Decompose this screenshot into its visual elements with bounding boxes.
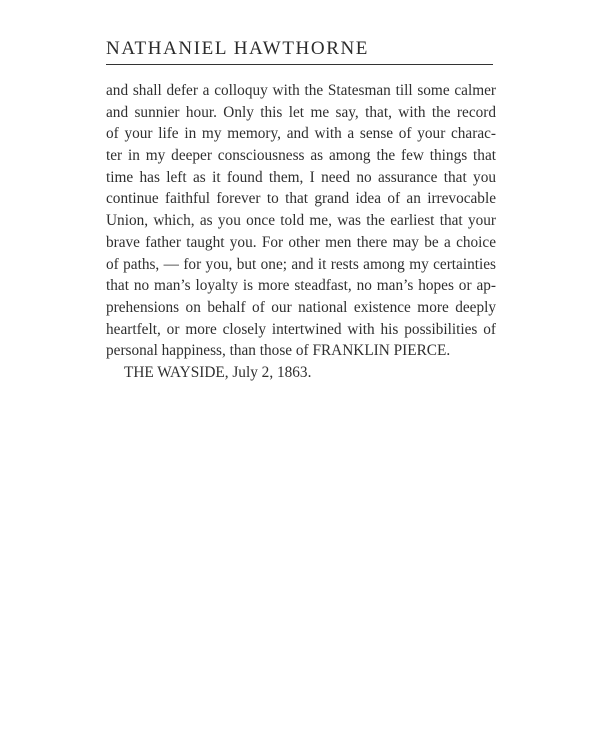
header-rule — [106, 64, 493, 65]
text-line: brave father taught you. For other men there may be a choice — [106, 233, 496, 251]
text-line: continue faithful forever to that grand idea of an irrevocable — [106, 190, 496, 208]
text-line: that no man’s loyalty is more steadfast, no man’s hopes or ap- — [106, 277, 496, 295]
text-line: of your life in my memory, and with a sense of your charac- — [106, 125, 496, 143]
text-line: and shall defer a colloquy with the Statesman till some calmer — [106, 82, 496, 99]
text-line: time has left as it found them, I need no assurance that you — [106, 168, 496, 186]
text-line: heartfelt, or more closely intertwined with his possibilities of — [106, 320, 496, 338]
text-line: and sunnier hour. Only this let me say, that, with the record — [106, 103, 496, 121]
text-line: of paths, — for you, but one; and it rests among my certainties — [106, 255, 496, 273]
text-line: Union, which, as you once told me, was the earliest that your — [106, 212, 496, 230]
text-line: ter in my deeper consciousness as among the few things that — [106, 147, 496, 165]
text-line: personal happiness, than those of FRANKLIN PIERCE. — [106, 342, 451, 360]
running-head: NATHANIEL HAWTHORNE — [106, 38, 369, 59]
body-text — [106, 80, 496, 384]
text-line: prehensions on behalf of our national existence more deeply — [106, 298, 496, 316]
dateline: THE WAYSIDE, July 2, 1863. — [124, 363, 312, 381]
